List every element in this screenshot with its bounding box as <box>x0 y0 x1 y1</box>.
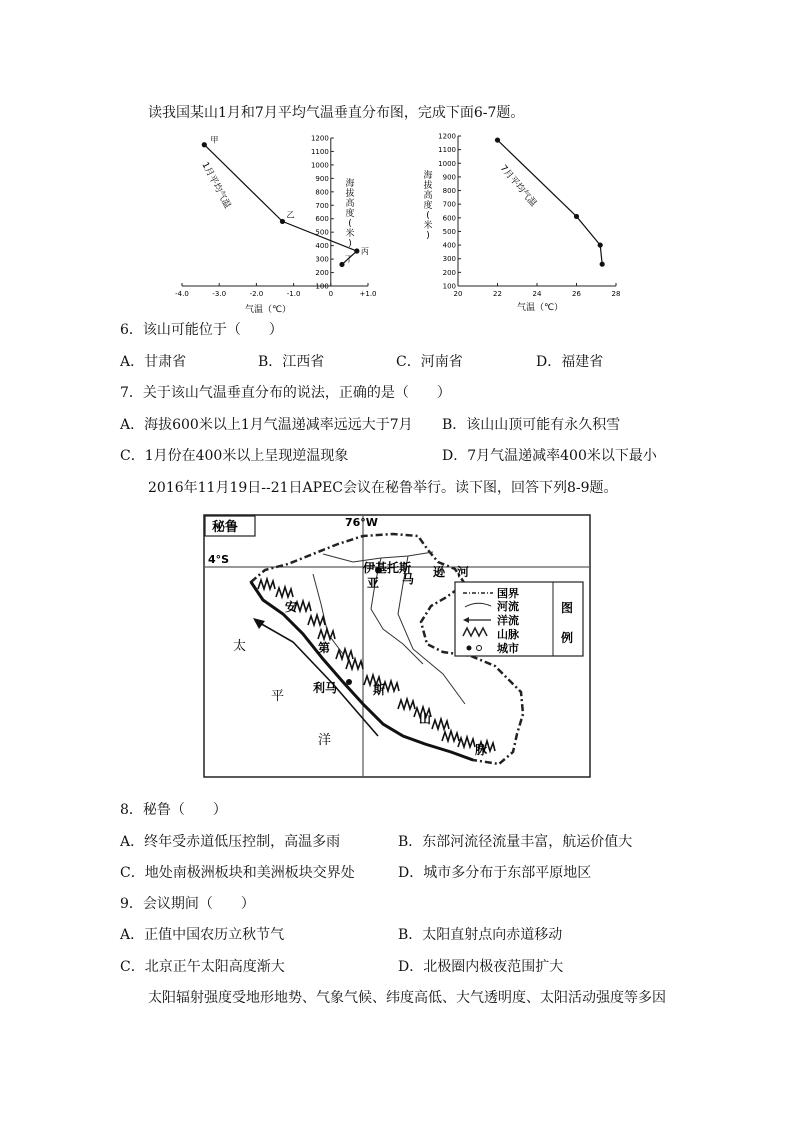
q8-option-a: A．终年受赤道低压控制，高温多雨 <box>120 834 341 850</box>
q8-option-c: C．地处南极洲板块和美洲板块交界处 <box>120 865 355 881</box>
y-tick-label: 900 <box>315 174 329 183</box>
legend-item-river: 河流 <box>497 600 519 613</box>
data-point <box>598 242 603 247</box>
q6-stem: 6．该山可能位于（ ） <box>120 322 283 338</box>
ylabel-char: 度 <box>345 209 355 219</box>
label-ma: 马 <box>402 572 415 586</box>
label-di: 第 <box>318 641 331 655</box>
july-ylabel <box>423 169 432 241</box>
july-temperature-chart <box>416 128 638 318</box>
y-tick-label: 300 <box>442 255 456 264</box>
label-iquitos: 伊基托斯 <box>363 561 412 575</box>
x-tick-label: -4.0 <box>175 290 189 298</box>
y-tick-label: 800 <box>442 187 456 196</box>
map-title: 秘鲁 <box>212 520 239 535</box>
y-tick-label: 400 <box>442 241 456 250</box>
q6-option-d: D．福建省 <box>536 354 604 370</box>
ylabel-char: 拔 <box>423 181 433 191</box>
q8-option-d: D．城市多分布于东部平原地区 <box>398 865 592 881</box>
legend-item-city: 城市 <box>497 642 519 655</box>
ylabel-char: 米 <box>345 229 355 239</box>
x-tick-label: 24 <box>532 290 542 298</box>
july-xlabel: 气温（℃） <box>516 303 564 313</box>
y-tick-label: 700 <box>315 201 329 210</box>
q6-option-b: B．江西省 <box>258 354 325 370</box>
point-label: 甲 <box>210 135 219 145</box>
ylabel-char: 高 <box>423 191 433 201</box>
y-tick-label: 100 <box>442 282 456 291</box>
january-ylabel <box>345 177 354 249</box>
data-point <box>339 262 344 267</box>
ocean-label-tai: 太 <box>233 639 247 654</box>
meridian-label: 76°W <box>345 516 378 529</box>
point-label: 丙 <box>360 247 369 257</box>
ylabel-char: ( <box>426 211 430 221</box>
q8-option-b: B．东部河流径流量丰富，航运价值大 <box>398 834 633 850</box>
legend-item-mountain: 山脉 <box>497 628 519 641</box>
q7-stem: 7．关于该山气温垂直分布的说法，正确的是（ ） <box>120 385 451 401</box>
x-tick-label: 20 <box>453 290 463 298</box>
peru-map <box>203 514 591 778</box>
ocean-label-ping: 平 <box>271 689 285 704</box>
y-tick-label: 100 <box>315 282 329 291</box>
q9-option-b: B．太阳直射点向赤道移动 <box>398 927 563 943</box>
label-shan: 山 <box>419 712 432 726</box>
legend-title-tu: 图 <box>561 601 574 615</box>
y-tick-label: 500 <box>442 227 456 236</box>
q8-stem: 8．秘鲁（ ） <box>120 802 227 818</box>
map-legend <box>455 582 583 656</box>
label-xun: 逊 <box>433 565 446 579</box>
x-tick-label: 28 <box>611 290 621 298</box>
x-tick-label: +1.0 <box>359 290 377 298</box>
x-tick-label: 22 <box>493 290 502 298</box>
q9-option-c: C．北京正午太阳高度渐大 <box>120 959 285 975</box>
ylabel-char: 海 <box>423 171 433 181</box>
legend-item-border: 国界 <box>497 587 519 600</box>
ylabel-char: ( <box>348 219 352 229</box>
july-series-label: 7月平均气温 <box>497 163 538 209</box>
city-lima-icon <box>346 679 352 685</box>
ylabel-char: 拔 <box>345 189 355 199</box>
legend-item-current: 洋流 <box>497 614 519 627</box>
y-tick-label: 900 <box>442 173 456 182</box>
y-tick-label: 400 <box>315 242 329 251</box>
q7-option-a: A．海拔600米以上1月气温递减率远远大于7月 <box>120 417 413 433</box>
data-point <box>280 219 285 224</box>
y-tick-label: 1000 <box>310 161 329 170</box>
ylabel-char: 米 <box>423 221 433 231</box>
january-series-label: 1月平均气温 <box>199 160 232 211</box>
label-ya: 亚 <box>367 576 380 590</box>
ylabel-char: ) <box>348 239 352 249</box>
data-point <box>600 262 605 267</box>
q6-option-c: C．河南省 <box>396 354 463 370</box>
q9-option-d: D．北极圈内极夜范围扩大 <box>398 959 564 975</box>
point-label: 丁 <box>344 254 353 264</box>
q7-option-c: C．1月份在400米以上呈现逆温现象 <box>120 448 349 464</box>
intro-text-solar: 太阳辐射强度受地形地势、气象气候、纬度高低、大气透明度、太阳活动强度等多因 <box>148 990 666 1006</box>
y-tick-label: 800 <box>315 188 329 197</box>
y-tick-label: 300 <box>315 255 329 264</box>
x-tick-label: -1.0 <box>286 290 301 298</box>
x-tick-label: 0 <box>328 290 334 298</box>
x-tick-label: -2.0 <box>249 290 264 298</box>
y-tick-label: 1200 <box>438 132 456 141</box>
y-tick-label: 600 <box>442 214 456 223</box>
x-tick-label: 26 <box>572 290 581 298</box>
january-xlabel: 气温（℃） <box>244 305 292 315</box>
data-point <box>574 214 579 219</box>
legend-title-li: 例 <box>561 631 574 645</box>
ylabel-char: 度 <box>423 201 433 211</box>
label-an: 安 <box>285 600 298 614</box>
january-temperature-chart <box>168 128 390 318</box>
parallel-label: 4°S <box>208 553 230 566</box>
q6-option-a: A．甘肃省 <box>120 354 187 370</box>
y-tick-label: 1000 <box>438 159 456 168</box>
intro-text-q6-7: 读我国某山1月和7月平均气温垂直分布图，完成下面6-7题。 <box>148 105 525 121</box>
label-he: 河 <box>457 565 470 579</box>
y-tick-label: 700 <box>442 200 456 209</box>
data-point <box>202 142 207 147</box>
label-si: 斯 <box>373 683 386 697</box>
ylabel-char: ) <box>426 231 430 241</box>
y-tick-label: 500 <box>315 228 329 237</box>
y-tick-label: 1100 <box>310 147 329 156</box>
y-tick-label: 1200 <box>310 134 329 143</box>
series-line <box>498 140 603 264</box>
q7-option-d: D．7月气温递减率400米以下最小 <box>442 448 657 464</box>
ylabel-char: 高 <box>345 199 355 209</box>
q9-stem: 9．会议期间（ ） <box>120 896 255 912</box>
intro-text-q8-9: 2016年11月19日--21日APEC会议在秘鲁举行。读下图，回答下列8-9题。 <box>148 480 618 496</box>
q7-option-b: B．该山山顶可能有永久积雪 <box>442 417 621 433</box>
q9-option-a: A．正值中国农历立秋节气 <box>120 927 285 943</box>
data-point <box>354 248 359 253</box>
y-tick-label: 200 <box>315 269 329 278</box>
y-tick-label: 200 <box>442 268 456 277</box>
label-mai: 脉 <box>475 743 488 757</box>
ocean-label-yang: 洋 <box>318 733 332 748</box>
x-tick-label: -3.0 <box>212 290 227 298</box>
y-tick-label: 600 <box>315 215 329 224</box>
data-point <box>495 137 500 142</box>
label-lima: 利马 <box>313 681 338 695</box>
y-tick-label: 1100 <box>438 146 456 155</box>
point-label: 乙 <box>286 210 295 220</box>
ylabel-char: 海 <box>345 179 355 189</box>
